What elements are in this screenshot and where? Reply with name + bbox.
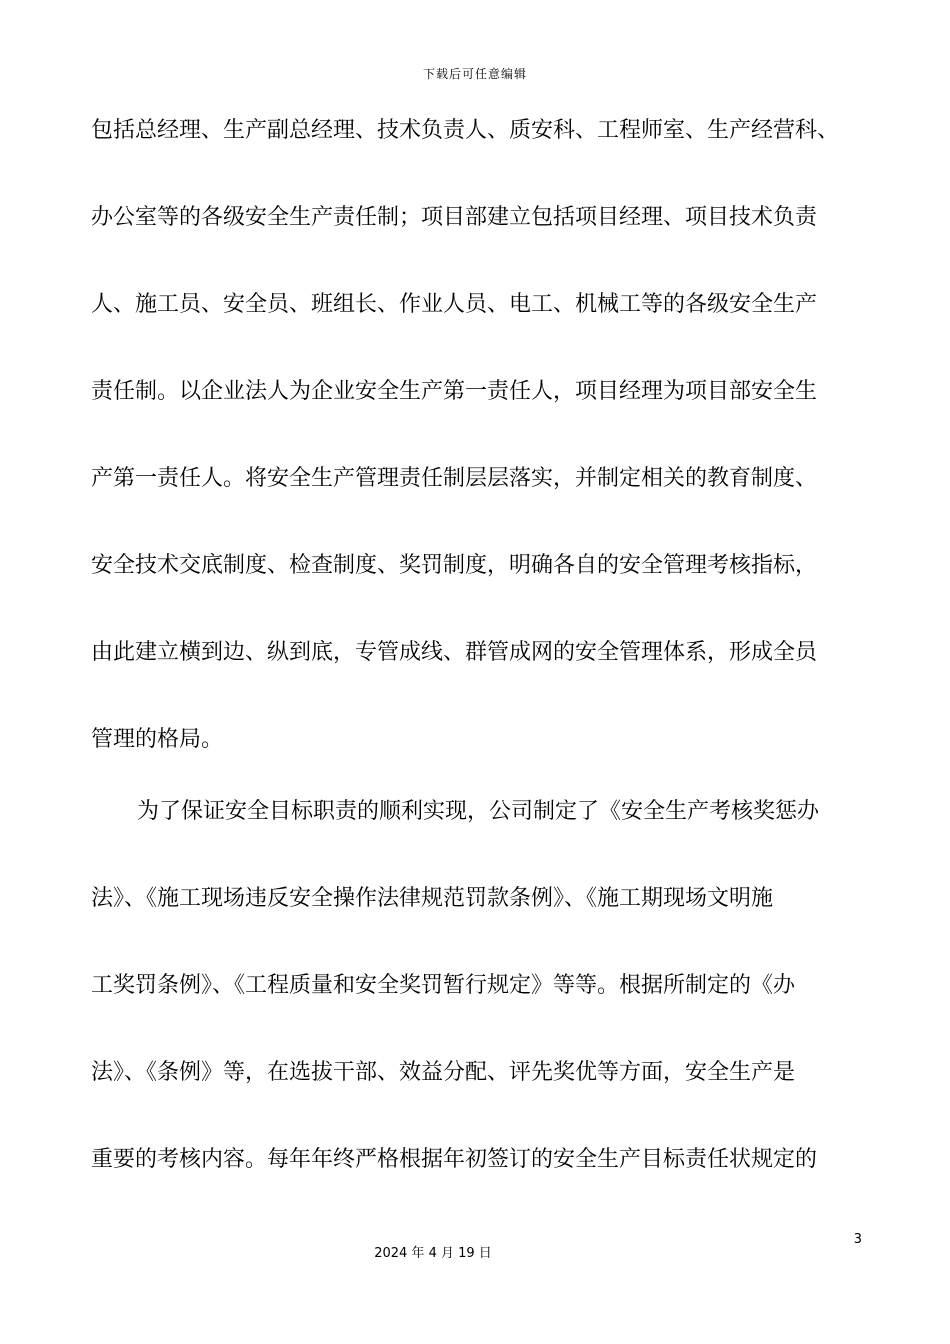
paragraph-1-line-7: 由此建立横到边、纵到底，专管成线、群管成网的安全管理体系，形成全员 <box>91 640 818 665</box>
paragraph-2-line-4: 法》、《条例》等，在选拔干部、效益分配、评先奖优等方面，安全生产是 <box>91 1060 796 1085</box>
paragraph-1-line-3: 人、施工员、安全员、班组长、作业人员、电工、机械工等的各级安全生产 <box>91 292 818 317</box>
paragraph-1-line-1: 包括总经理、生产副总经理、技术负责人、质安科、工程师室、生产经营科、 <box>91 118 840 143</box>
page-number: 3 <box>853 1232 862 1247</box>
paragraph-1-line-2: 办公室等的各级安全生产责任制；项目部建立包括项目经理、项目技术负责 <box>91 205 818 230</box>
paragraph-1-line-6: 安全技术交底制度、检查制度、奖罚制度，明确各自的安全管理考核指标， <box>91 553 818 578</box>
paragraph-2-line-2: 法》、《施工现场违反安全操作法律规范罚款条例》、《施工期现场文明施 <box>91 886 774 911</box>
paragraph-2-line-5: 重要的考核内容。每年年终严格根据年初签订的安全生产目标责任状规定的 <box>91 1147 818 1172</box>
paragraph-2-line-3: 工奖罚条例》、《工程质量和安全奖罚暂行规定》等等。根据所制定的《办 <box>91 973 796 998</box>
paragraph-1-line-8: 管理的格局。 <box>91 727 224 752</box>
paragraph-1-line-4: 责任制。以企业法人为企业安全生产第一责任人，项目经理为项目部安全生 <box>91 379 818 404</box>
page-header: 下载后可任意编辑 <box>422 67 527 81</box>
paragraph-2-line-1: 为了保证安全目标职责的顺利实现，公司制定了《安全生产考核奖惩办 <box>137 799 820 824</box>
paragraph-1-line-5: 产第一责任人。将安全生产管理责任制层层落实，并制定相关的教育制度、 <box>91 466 818 491</box>
footer-date: 2024 年 4 月 19 日 <box>374 1246 492 1261</box>
